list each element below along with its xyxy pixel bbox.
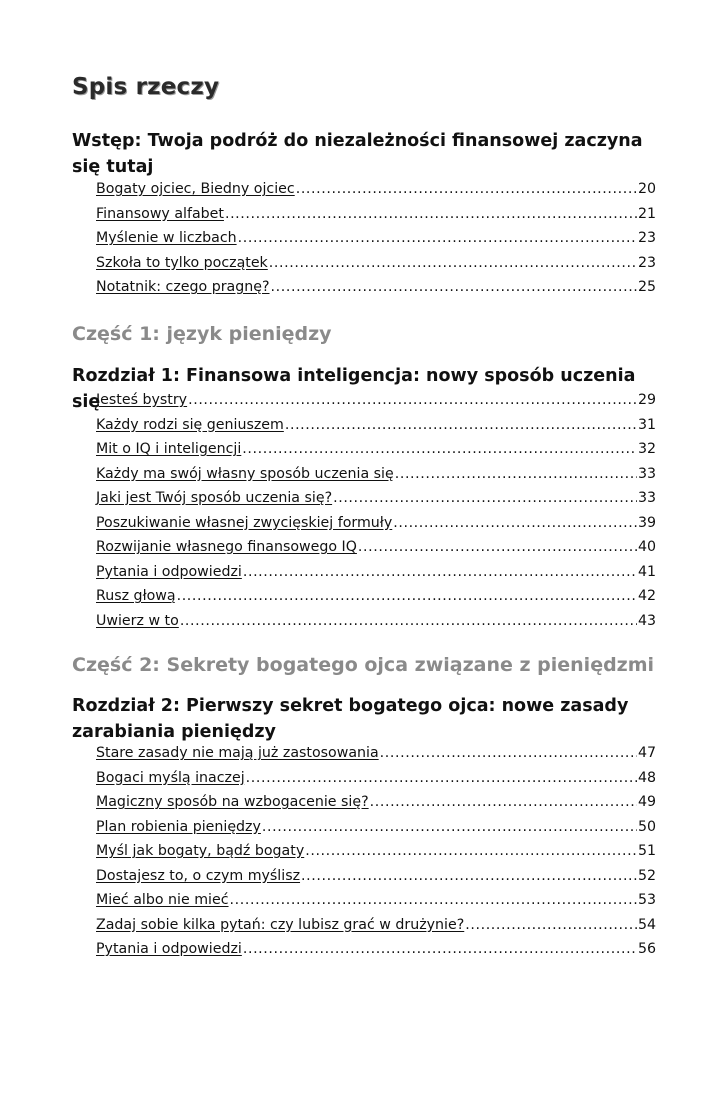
toc-entry-page-number: 20 (637, 181, 656, 197)
dot-leader (246, 766, 637, 791)
toc-entry-title-link[interactable]: Finansowy alfabet (96, 205, 224, 222)
toc-entry-page-number: 23 (637, 230, 656, 246)
toc-entry-title-link[interactable]: Szkoła to tylko początek (96, 254, 268, 271)
toc-entry-title-link[interactable]: Stare zasady nie mają już zastosowania (96, 745, 379, 761)
dot-leader (180, 609, 637, 634)
toc-entry[interactable] (96, 888, 656, 913)
toc-entry-page-number: 54 (637, 916, 656, 933)
part2-entries (96, 741, 656, 962)
toc-entry[interactable] (96, 202, 656, 227)
dot-leader (262, 815, 637, 840)
dot-leader (225, 202, 637, 227)
toc-entry[interactable] (96, 413, 656, 438)
dot-leader (370, 790, 637, 815)
toc-entry[interactable] (96, 437, 656, 462)
toc-entry-title-link[interactable]: Pytania i odpowiedzi (96, 563, 242, 580)
toc-entry-title-link[interactable]: Mieć albo nie mieć (96, 892, 229, 908)
toc-entry[interactable] (96, 815, 656, 840)
part1-chapter-heading: Rozdział 1: Finansowa inteligencja: nowy sposób uczenia się (72, 366, 636, 412)
dot-leader (301, 864, 637, 889)
toc-entry-page-number: 42 (637, 588, 656, 604)
toc-entry-page-number: 50 (637, 818, 656, 835)
toc-entry-title-link[interactable]: Mit o IQ i inteligencji (96, 441, 242, 457)
toc-entry-title-link[interactable]: Myśl jak bogaty, bądź bogaty (96, 843, 305, 859)
toc-entry-page-number: 43 (637, 612, 656, 629)
dot-leader (465, 913, 637, 938)
toc-entry-title-link[interactable]: Bogaci myślą inaczej (96, 769, 245, 786)
part2-chapter-heading: Rozdział 2: Pierwszy sekret bogatego ojca: nowe zasady zarabiania pieniędzy (72, 696, 629, 742)
toc-entry-page-number: 40 (637, 539, 656, 555)
toc-entry-page-number: 39 (637, 514, 656, 531)
toc-entry-title-link[interactable]: Notatnik: czego pragnę? (96, 279, 270, 295)
dot-leader (358, 535, 637, 560)
toc-entry-page-number: 51 (637, 843, 656, 859)
toc-entry-title-link[interactable]: Plan robienia pieniędzy (96, 818, 261, 835)
dot-leader (380, 741, 637, 766)
dot-leader (242, 437, 637, 462)
toc-entry-title-link[interactable]: Każdy ma swój własny sposób uczenia się (96, 465, 394, 482)
toc-entry-title-link[interactable]: Uwierz w to (96, 612, 179, 629)
toc-entry[interactable] (96, 913, 656, 938)
toc-entry[interactable] (96, 609, 656, 634)
toc-entry[interactable] (96, 864, 656, 889)
toc-entry[interactable] (96, 560, 656, 585)
toc-entry-title-link[interactable]: Poszukiwanie własnej zwycięskiej formuły (96, 514, 393, 531)
dot-leader (333, 486, 637, 511)
intro-heading: Wstęp: Twoja podróż do niezależności finansowej zaczyna się tutaj (72, 131, 643, 177)
dot-leader (271, 275, 637, 300)
toc-entry-page-number: 53 (637, 892, 656, 908)
dot-leader (188, 388, 637, 413)
toc-entry-title-link[interactable]: Dostajesz to, o czym myślisz (96, 867, 301, 884)
toc-entry[interactable] (96, 251, 656, 276)
toc-entry-page-number: 49 (637, 794, 656, 810)
toc-entry-page-number: 29 (637, 392, 656, 408)
dot-leader (238, 226, 637, 251)
toc-entry-title-link[interactable]: Myślenie w liczbach (96, 230, 237, 246)
toc-entry[interactable] (96, 462, 656, 487)
toc-entry-page-number: 21 (637, 205, 656, 222)
toc-entry[interactable] (96, 937, 656, 962)
toc-entry-page-number: 31 (637, 416, 656, 433)
toc-entry-page-number: 47 (637, 745, 656, 761)
toc-entry-title-link[interactable]: Magiczny sposób na wzbogacenie się? (96, 794, 369, 810)
dot-leader (269, 251, 637, 276)
toc-entry[interactable] (96, 741, 656, 766)
toc-entry-page-number: 41 (637, 563, 656, 580)
page-title: Spis rzeczy (72, 74, 220, 100)
toc-entry-page-number: 48 (637, 769, 656, 786)
dot-leader (243, 560, 637, 585)
toc-entry[interactable] (96, 584, 656, 609)
dot-leader (177, 584, 637, 609)
toc-entry[interactable] (96, 511, 656, 536)
toc-entry-title-link[interactable]: Zadaj sobie kilka pytań: czy lubisz grać w drużynie? (96, 916, 465, 933)
toc-entry-title-link[interactable]: Każdy rodzi się geniuszem (96, 416, 284, 433)
part2-heading: Część 2: Sekrety bogatego ojca związane z pieniędzmi (72, 654, 655, 676)
intro-entries (96, 177, 656, 300)
toc-entry-page-number: 25 (637, 279, 656, 295)
dot-leader (243, 937, 637, 962)
toc-entry-title-link[interactable]: Bogaty ojciec, Biedny ojciec (96, 181, 295, 197)
toc-entry-title-link[interactable]: Rusz głową (96, 588, 176, 604)
toc-entry-title-link[interactable]: Jaki jest Twój sposób uczenia się? (96, 490, 333, 506)
dot-leader (230, 888, 637, 913)
toc-entry-page-number: 33 (637, 465, 656, 482)
toc-entry-title-link[interactable]: Rozwijanie własnego finansowego IQ (96, 539, 357, 555)
toc-entry-page-number: 32 (637, 441, 656, 457)
toc-entry-title-link[interactable]: Jesteś bystry (96, 392, 188, 408)
dot-leader (305, 839, 637, 864)
dot-leader (285, 413, 637, 438)
toc-entry[interactable] (96, 486, 656, 511)
toc-entry-page-number: 33 (637, 490, 656, 506)
toc-entry[interactable] (96, 177, 656, 202)
part1-heading: Część 1: język pieniędzy (72, 323, 332, 345)
toc-entry[interactable] (96, 790, 656, 815)
toc-entry-title-link[interactable]: Pytania i odpowiedzi (96, 941, 242, 957)
toc-entry[interactable] (96, 388, 656, 413)
toc-entry-page-number: 23 (637, 254, 656, 271)
toc-entry[interactable] (96, 766, 656, 791)
toc-entry[interactable] (96, 839, 656, 864)
toc-entry[interactable] (96, 535, 656, 560)
dot-leader (296, 177, 637, 202)
toc-entry-page-number: 52 (637, 867, 656, 884)
part1-entries (96, 388, 656, 633)
toc-entry-page-number: 56 (637, 941, 656, 957)
toc-entry[interactable] (96, 275, 656, 300)
dot-leader (393, 511, 637, 536)
dot-leader (395, 462, 637, 487)
toc-entry[interactable] (96, 226, 656, 251)
